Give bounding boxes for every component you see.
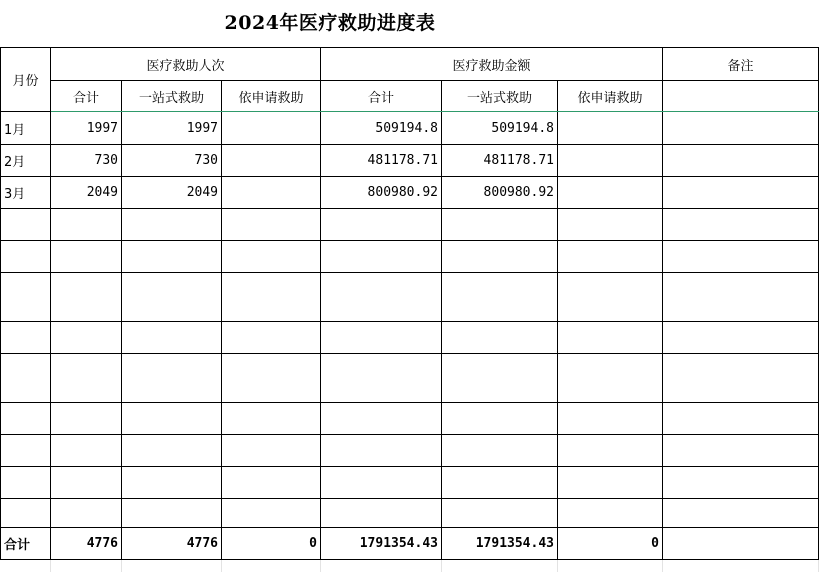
table-row <box>1 241 819 273</box>
table-row <box>1 435 819 467</box>
amount-apply-cell[interactable] <box>558 499 663 528</box>
amount-total-cell[interactable] <box>321 403 442 435</box>
month-cell[interactable] <box>1 354 51 403</box>
amount-apply-cell[interactable] <box>558 177 663 209</box>
amount-total-cell[interactable] <box>321 354 442 403</box>
persons-apply-cell[interactable] <box>222 354 321 403</box>
sheet-title: 2024年医疗救助进度表 <box>224 12 436 34</box>
persons-apply-cell[interactable] <box>222 499 321 528</box>
remark-cell[interactable] <box>663 354 819 403</box>
amount-onestop-cell[interactable] <box>442 499 558 528</box>
persons-total-cell[interactable] <box>51 403 122 435</box>
amount-total-cell[interactable] <box>321 273 442 322</box>
persons-apply-cell[interactable] <box>222 209 321 241</box>
remark-cell[interactable] <box>663 112 819 145</box>
gridline <box>441 560 442 572</box>
table-row <box>1 177 819 209</box>
persons-total-cell[interactable]: 1997 <box>51 112 122 145</box>
persons-onestop-cell[interactable]: 730 <box>122 145 222 177</box>
persons-apply-cell[interactable] <box>222 273 321 322</box>
amount-total-cell[interactable]: 509194.8 <box>321 112 442 145</box>
remark-cell[interactable] <box>663 499 819 528</box>
persons-total-cell[interactable] <box>51 499 122 528</box>
persons-onestop-cell[interactable] <box>122 273 222 322</box>
persons-total-cell[interactable]: 730 <box>51 145 122 177</box>
persons-onestop-cell[interactable] <box>122 241 222 273</box>
amount-total-cell[interactable] <box>321 499 442 528</box>
month-cell[interactable] <box>1 241 51 273</box>
remark-cell[interactable] <box>663 145 819 177</box>
amount-total-cell[interactable] <box>321 435 442 467</box>
spreadsheet-gridlines <box>0 560 824 572</box>
persons-total-cell[interactable] <box>51 273 122 322</box>
amount-apply-cell[interactable] <box>558 112 663 145</box>
remark-cell[interactable] <box>663 322 819 354</box>
persons-total-cell[interactable] <box>51 354 122 403</box>
persons-onestop-cell[interactable] <box>122 403 222 435</box>
table-row <box>1 322 819 354</box>
amount-total-header[interactable]: 合计 <box>321 81 442 112</box>
persons-onestop-cell[interactable] <box>122 435 222 467</box>
month-cell[interactable] <box>1 499 51 528</box>
persons-total-cell[interactable] <box>51 467 122 499</box>
table-row <box>1 273 819 322</box>
month-cell[interactable]: 2月 <box>1 145 51 177</box>
remarks-subheader[interactable] <box>663 81 819 112</box>
table-row <box>1 467 819 499</box>
persons-onestop-cell[interactable] <box>122 354 222 403</box>
table-row <box>1 112 819 145</box>
gridline <box>221 560 222 572</box>
amount-total-cell[interactable] <box>321 209 442 241</box>
amount-apply-cell[interactable] <box>558 467 663 499</box>
amount-apply-cell[interactable] <box>558 241 663 273</box>
persons-apply-cell[interactable] <box>222 145 321 177</box>
month-cell[interactable]: 3月 <box>1 177 51 209</box>
persons-apply-cell[interactable] <box>222 467 321 499</box>
amount-onestop-cell[interactable] <box>442 209 558 241</box>
remark-cell[interactable] <box>663 273 819 322</box>
header-row-2 <box>1 81 819 112</box>
table-row <box>1 403 819 435</box>
remarks-header[interactable]: 备注 <box>663 48 819 81</box>
remark-cell[interactable] <box>663 209 819 241</box>
amount-onestop-cell[interactable] <box>442 241 558 273</box>
gridline <box>557 560 558 572</box>
amount-total-cell[interactable] <box>321 322 442 354</box>
persons-apply-header[interactable]: 依申请救助 <box>222 81 321 112</box>
month-cell[interactable] <box>1 467 51 499</box>
gridline <box>121 560 122 572</box>
totals-amount-apply[interactable]: 0 <box>558 528 663 560</box>
month-cell[interactable] <box>1 403 51 435</box>
table-row <box>1 145 819 177</box>
persons-onestop-cell[interactable] <box>122 499 222 528</box>
totals-amount-total[interactable]: 1791354.43 <box>321 528 442 560</box>
amount-total-cell[interactable]: 800980.92 <box>321 177 442 209</box>
amount-apply-cell[interactable] <box>558 435 663 467</box>
gridline <box>50 560 51 572</box>
amount-onestop-cell[interactable] <box>442 322 558 354</box>
persons-onestop-cell[interactable]: 2049 <box>122 177 222 209</box>
persons-apply-cell[interactable] <box>222 435 321 467</box>
totals-remark[interactable] <box>663 528 819 560</box>
totals-amount-onestop[interactable]: 1791354.43 <box>442 528 558 560</box>
amount-onestop-cell[interactable]: 481178.71 <box>442 145 558 177</box>
remark-cell[interactable] <box>663 241 819 273</box>
amount-onestop-cell[interactable] <box>442 435 558 467</box>
persons-group-header[interactable]: 医疗救助人次 <box>51 48 321 81</box>
month-cell[interactable] <box>1 209 51 241</box>
persons-apply-cell[interactable] <box>222 403 321 435</box>
persons-apply-cell[interactable] <box>222 177 321 209</box>
amount-onestop-cell[interactable] <box>442 467 558 499</box>
gridline <box>662 560 663 572</box>
totals-label[interactable]: 合计 <box>1 528 51 560</box>
remark-cell[interactable] <box>663 435 819 467</box>
month-cell[interactable] <box>1 435 51 467</box>
amount-apply-cell[interactable] <box>558 354 663 403</box>
amount-total-cell[interactable] <box>321 467 442 499</box>
persons-total-cell[interactable]: 2049 <box>51 177 122 209</box>
amount-apply-cell[interactable] <box>558 403 663 435</box>
amount-onestop-cell[interactable]: 509194.8 <box>442 112 558 145</box>
amount-onestop-cell[interactable] <box>442 403 558 435</box>
amount-apply-cell[interactable] <box>558 273 663 322</box>
amount-apply-header[interactable]: 依申请救助 <box>558 81 663 112</box>
amount-onestop-header[interactable]: 一站式救助 <box>442 81 558 112</box>
month-cell[interactable] <box>1 273 51 322</box>
persons-onestop-cell[interactable]: 1997 <box>122 112 222 145</box>
amount-apply-cell[interactable] <box>558 322 663 354</box>
persons-total-cell[interactable] <box>51 322 122 354</box>
remark-cell[interactable] <box>663 177 819 209</box>
persons-apply-cell[interactable] <box>222 322 321 354</box>
amount-total-cell[interactable] <box>321 241 442 273</box>
persons-onestop-cell[interactable] <box>122 209 222 241</box>
month-cell[interactable]: 1月 <box>1 112 51 145</box>
table-row <box>1 499 819 528</box>
totals-persons-apply[interactable]: 0 <box>222 528 321 560</box>
amount-onestop-cell[interactable] <box>442 354 558 403</box>
amount-apply-cell[interactable] <box>558 145 663 177</box>
persons-total-cell[interactable] <box>51 241 122 273</box>
progress-table <box>0 47 819 560</box>
totals-row <box>1 528 819 560</box>
totals-persons-total[interactable]: 4776 <box>51 528 122 560</box>
persons-onestop-cell[interactable] <box>122 467 222 499</box>
persons-onestop-header[interactable]: 一站式救助 <box>122 81 222 112</box>
table-row <box>1 354 819 403</box>
amount-onestop-cell[interactable] <box>442 273 558 322</box>
persons-apply-cell[interactable] <box>222 112 321 145</box>
table-row <box>1 209 819 241</box>
amount-group-header[interactable]: 医疗救助金额 <box>321 48 663 81</box>
persons-total-cell[interactable] <box>51 209 122 241</box>
persons-onestop-cell[interactable] <box>122 322 222 354</box>
persons-total-header[interactable]: 合计 <box>51 81 122 112</box>
gridline <box>320 560 321 572</box>
month-header[interactable]: 月份 <box>1 48 51 112</box>
remark-cell[interactable] <box>663 467 819 499</box>
amount-apply-cell[interactable] <box>558 209 663 241</box>
persons-apply-cell[interactable] <box>222 241 321 273</box>
gridline <box>818 560 819 572</box>
persons-total-cell[interactable] <box>51 435 122 467</box>
totals-persons-onestop[interactable]: 4776 <box>122 528 222 560</box>
header-row-1 <box>1 48 819 81</box>
amount-onestop-cell[interactable]: 800980.92 <box>442 177 558 209</box>
month-cell[interactable] <box>1 322 51 354</box>
amount-total-cell[interactable]: 481178.71 <box>321 145 442 177</box>
remark-cell[interactable] <box>663 403 819 435</box>
